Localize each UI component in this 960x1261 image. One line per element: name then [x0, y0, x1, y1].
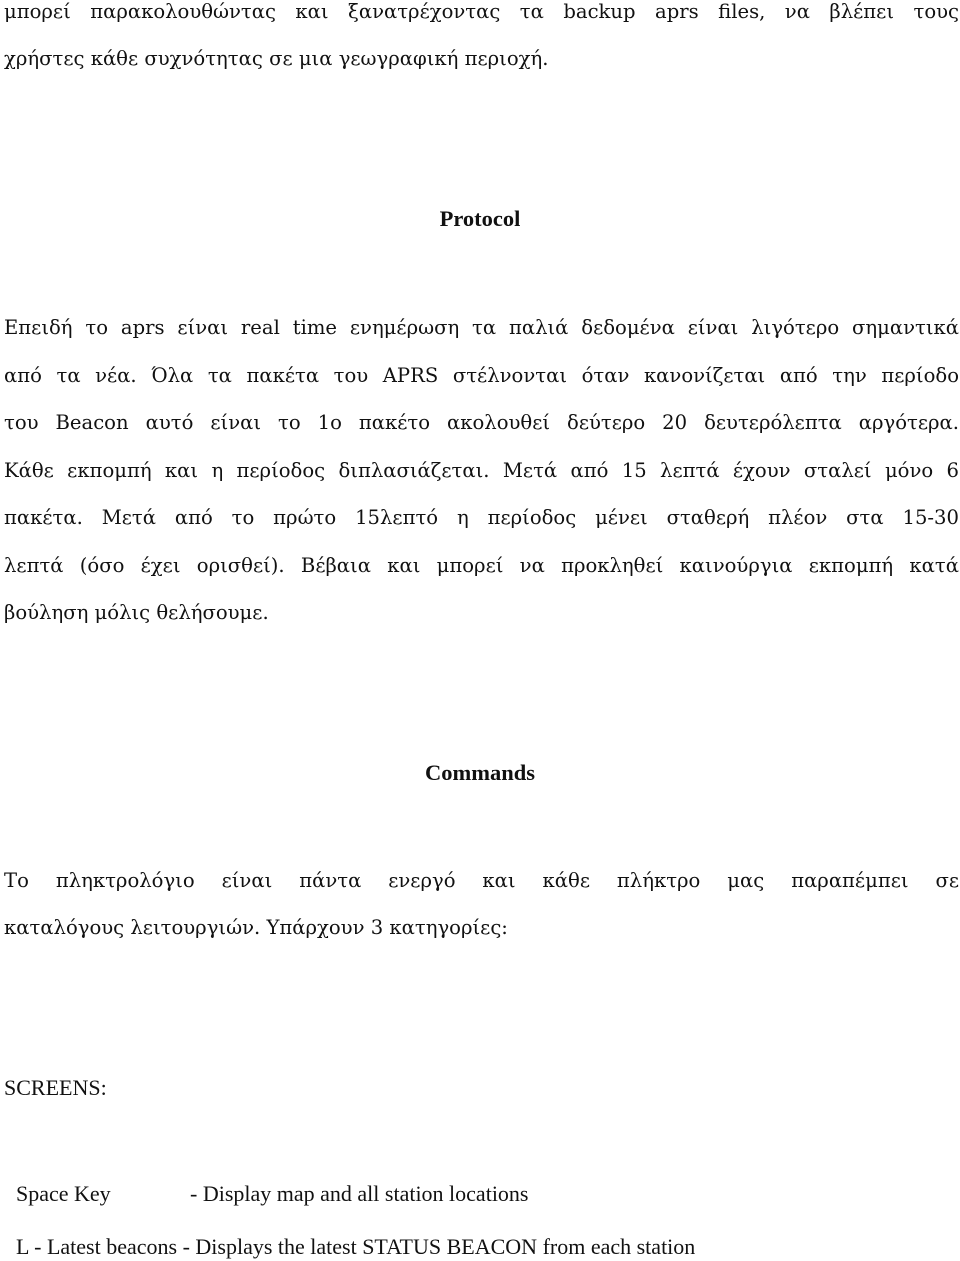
protocol-line-3: του Beacon αυτό είναι το 1ο πακέτο ακολουθεί δεύτερο 20 δευτερόλεπτα αργότερα.: [4, 411, 959, 434]
screen-command-row: [16, 1234, 695, 1260]
screen-command-key: L - Latest beacons: [16, 1234, 178, 1259]
protocol-line-5: πακέτα. Μετά από το πρώτο 15λεπτό η περίοδος μένει σταθερή πλέον στα 15-30: [4, 506, 959, 529]
screen-command-row: [16, 1181, 529, 1207]
screen-command-desc: - Display map and all station locations: [190, 1181, 529, 1206]
protocol-line-2: από τα νέα. Όλα τα πακέτα του APRS στέλνονται όταν κανονίζεται από την περίοδο: [4, 364, 959, 387]
commands-heading: Commands: [424, 760, 536, 785]
screen-command-desc: - Displays the latest STATUS BEACON from each station: [177, 1234, 696, 1259]
intro-line-2: χρήστες κάθε συχνότητας σε μια γεωγραφική περιοχή.: [4, 47, 549, 70]
protocol-line-7: βούληση μόλις θελήσουμε.: [4, 601, 269, 624]
intro-line-1: μπορεί παρακολουθώντας και ξανατρέχοντας τα backup aprs files, να βλέπει τους: [4, 0, 959, 23]
screen-command-key: Space Key: [16, 1181, 111, 1206]
protocol-line-4: Κάθε εκπομπή και η περίοδος διπλασιάζεται. Μετά από 15 λεπτά έχουν σταλεί μόνο 6: [4, 459, 959, 482]
protocol-heading: Protocol: [439, 206, 521, 231]
screens-label: SCREENS:: [4, 1075, 107, 1100]
protocol-line-6: λεπτά (όσο έχει ορισθεί). Βέβαια και μπορεί να προκληθεί καινούργια εκπομπή κατά: [4, 554, 959, 577]
commands-line-2: καταλόγους λειτουργιών. Υπάρχουν 3 κατηγορίες:: [4, 916, 508, 939]
protocol-line-1: Επειδή το aprs είναι real time ενημέρωση τα παλιά δεδομένα είναι λιγότερο σημαντικά: [4, 316, 959, 339]
commands-line-1: Το πληκτρολόγιο είναι πάντα ενεργό και κάθε πλήκτρο μας παραπέμπει σε: [4, 869, 959, 892]
